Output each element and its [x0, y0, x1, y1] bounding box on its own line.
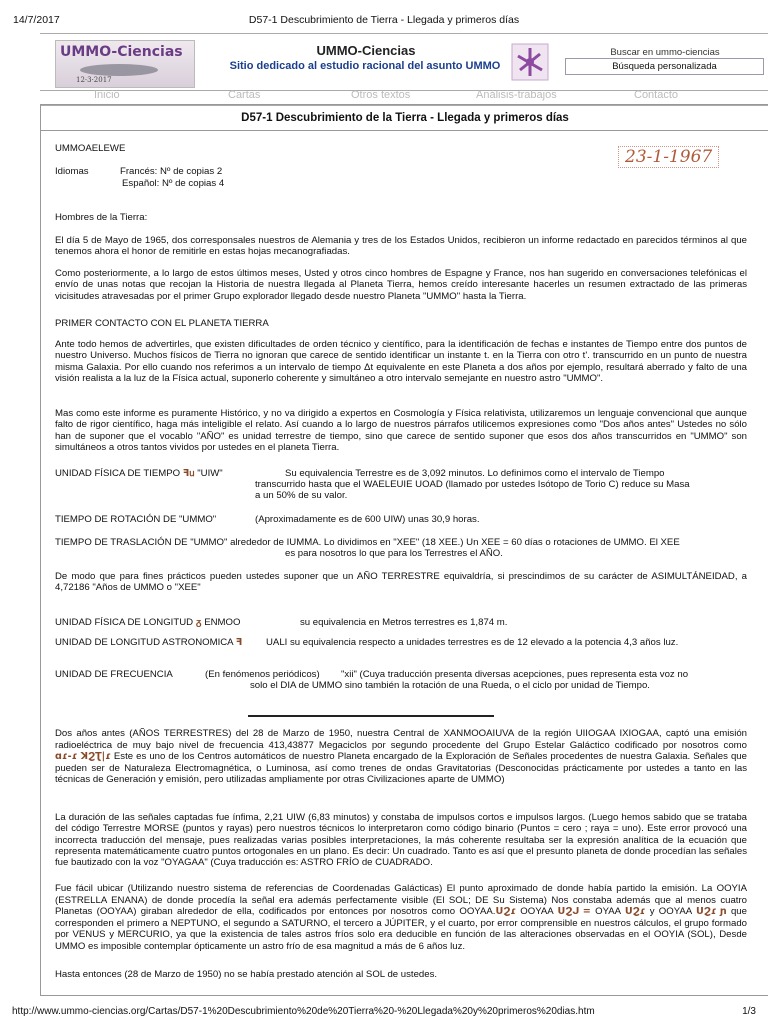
nav-cartas[interactable]: Cartas — [228, 89, 261, 101]
page-title: D57-1 Descubrimiento de la Tierra - Llegada y primeros días — [241, 112, 569, 124]
astro-length-label: UNIDAD DE LONGITUD ASTRONOMICA ꟻ — [55, 637, 243, 648]
idiomas-line-2: Español: Nº de copias 4 — [122, 178, 225, 189]
unit-time-text-b: transcurrido hasta que el WAELEUIE UOAD (llamado por ustedes Isótopo de Torio C) reduce su Masa — [255, 479, 690, 490]
letter-header: UMMOAELEWE — [55, 143, 126, 154]
frequency-label: UNIDAD DE FRECUENCIA — [55, 669, 173, 680]
nav-inicio[interactable]: Inicio — [94, 89, 120, 101]
paragraph-8: Fue fácil ubicar (Utilizando nuestro sistema de referencias de Coordenadas Galácticas) El punto aproximado de donde había partido la emisión. La OOYIA (ESTRELLA ENANA) de donde procedía la señal era además perfectamente visible (El SOL; DE Su Sistema) Nos constaba además que al menos cuatro Planetas (OOYAA) giraban alrededor de ella, codificados por entonces por nosotros como OOYAA.ᑌϨɾ OOYAA ᑌϨᒍ = OYAA ᑌϨɾ y OOYAA ᑌϨɾ ɲ que corresponden el primero a NEPTUNO, el segundo a SATURNO, el tercero a JÚPITER, y el cuarto, por error comprensible en nuestros cálculos, el grupo formado por VENUS y MERCURIO, ya que la existencia de tales astros fríos solo era deducible en función de las alteraciones observadas en el OOYIA (SOL), Desde UMMO es imposible contemplar ópticamente un astro frío de esa magnitud a más de 6 años luz. — [55, 883, 747, 952]
ummo-symbol-icon — [508, 40, 552, 84]
paragraph-6: Dos años antes (AÑOS TERRESTRES) del 28 de Marzo de 1950, nuestra Central de XANMOOAIUVA de la región UIIOGAA IXIOGAA, captó una emisión radioeléctrica de muy bajo nivel de frecuencia 413,43877 Megaciclos por segundo procedente del Grupo Estelar Galáctico codificado por nosotros como ɑɾ-ɾ ꓘϨƮ|ɾ Este es uno de los Centros automáticos de nuestro Planeta encargado de la Exploración de Señales procedentes de nuestra Galaxia. Señales que pueden ser de Naturaleza Electromagnética, o Luminosa, así como trenes de ondas Gravitatorias (Desconocidas prácticamente por ustedes a tanto en las técnicas de Generación y emisión, pero utilizadas ampliamente por otras Civilizaciones aparte de UMMO) — [55, 728, 747, 786]
print-url[interactable]: http://www.ummo-ciencias.org/Cartas/D57-1%20Descubrimiento%20de%20Tierra%20-%20Llegada%20y%20primeros%20dias.htm — [12, 1006, 595, 1017]
print-title: D57-1 Descubrimiento de Tierra - Llegada y primeros días — [248, 14, 520, 26]
paragraph-9: Hasta entonces (28 de Marzo de 1950) no se había prestado atención al SOL de ustedes. — [55, 969, 438, 980]
translation-text-b: es para nosotros lo que para los Terrestres el AÑO. — [285, 548, 503, 559]
length-text: su equivalencia en Metros terrestres es 1,874 m. — [300, 617, 508, 628]
ummo-glyph-uiw: ꟻᥙ — [182, 468, 195, 479]
nav-contacto[interactable]: Contacto — [634, 89, 679, 101]
paragraph-2: Como posteriormente, a lo largo de estos últimos meses, Usted y otros cinco hombres de Espagne y France, nos han sugerido en conversaciones telefónicas el envío de unas notas que recojan la Historia de nuestra llegada al Planeta Tierra, hemos creído interesante hacerles un resumen extractado de las primeras vicisitudes atravesadas por el primer Grupo explorador llegado desde nuestro Planeta "UMMO" hasta la Tierra. — [55, 268, 747, 302]
length-label: UNIDAD FÍSICA DE LONGITUD ᵹ ENMOO — [55, 617, 241, 628]
paragraph-3: Ante todo hemos de advertirles, que existen dificultades de orden técnico y científico, para la identificación de fechas e instantes de Tiempo entre dos puntos de nuestro Universo. Muchos físicos de Tierra no ignoran que carece de sentido identificar un instante t. en la Tierra con otro t'. transcurrido en un punto de nuestra misma Galaxia. Por ello cuando nos referimos a un intervalo de tiempo Δt equivalente en este Planeta a dos años por ejemplo, resultará aberrado y falto de una visión realista a la luz de la Física actual, suponerlo coherente y simultáneo a otro intervalo semejante en nuestro astro "UMMO". — [55, 339, 747, 384]
site-logo[interactable] — [55, 40, 195, 88]
idiomas-line-1: Francés: Nº de copias 2 — [120, 166, 223, 177]
nav-analisis-trabajos[interactable]: Análisis-trabajos — [476, 89, 557, 101]
astro-length-text: UALI su equivalencia respecto a unidades terrestres es de 12 elevado a la potencia 4,3 años luz. — [266, 637, 679, 648]
frequency-text-b: "xii" (Cuya traducción presenta diversas acepciones, pues representa esta voz no — [341, 669, 689, 680]
rotation-label: TIEMPO DE ROTACIÓN DE "UMMO" — [55, 514, 217, 525]
paragraph-7: La duración de las señales captadas fue ínfima, 2,21 UIW (6,83 minutos) y constaba de impulsos cortos e impulsos largos. (Luego hemos sabido que se trataba del código Terrestre MORSE (puntos y rayas) pero nuestros técnicos lo interpretaron como código binario (Puntos = cero ; raya = uno). Este error provocó una incorrecta traducción del mensaje, pues realizadas varias posibles interpretaciones, la más coherente resultaba ser la expresión analítica de la ecuación que representa matemáticamente cuatro puntos ortogonales en un plano. Es decir: Un cuadrado. Tanto es así que el presunto planeta de donde procedían las señales fue bautizado con la voz "OYAGAA" (Cuya traducción es: ASTRO FRÍO de CUADRADO. — [55, 812, 747, 869]
unit-time-text-a: Su equivalencia Terrestre es de 3,092 minutos. Lo definimos como el intervalo de Tiempo — [285, 468, 665, 479]
ufo-icon — [80, 64, 158, 76]
search-label: Buscar en ummo-ciencias — [610, 47, 720, 58]
section-divider — [248, 715, 494, 717]
logo-text: UMMO-Ciencias — [60, 44, 183, 60]
rotation-text: (Aproximadamente es de 600 UIW) unas 30,9 horas. — [255, 514, 480, 525]
ummo-glyph-planet-4: ᑌϨɾ ɲ — [695, 906, 727, 918]
print-header — [0, 0, 768, 34]
date-stamp: 23-1-1967 — [618, 146, 719, 168]
nav-otros-textos[interactable]: Otros textos — [351, 89, 411, 101]
print-date: 14/7/2017 — [13, 14, 60, 26]
heading-divider — [41, 130, 768, 131]
site-header — [40, 33, 768, 91]
idiomas-label: Idiomas — [55, 166, 89, 177]
ummo-glyph-planet-2: ᑌϨᒍ = — [557, 906, 591, 918]
ummo-glyph-enmoo: ᵹ — [195, 617, 202, 628]
translation-text-a: TIEMPO DE TRASLACIÓN DE "UMMO" alrededor de IUMMA. Lo dividimos en "XEE" (18 XEE.) Un XEE = 60 días o rotaciones de UMMO. El XEE — [55, 537, 680, 548]
ummo-glyph-planet-3: ᑌϨɾ — [624, 906, 646, 918]
search-input[interactable]: Búsqueda personalizada — [565, 58, 764, 75]
ummo-glyph-star-group: ɑɾ-ɾ ꓘϨƮ|ɾ — [55, 751, 111, 763]
paragraph-5: De modo que para fines prácticos pueden ustedes suponer que un AÑO TERRESTRE equivaldría, si prescindimos de su carácter de ASIMULTÁNEIDAD, a 4,72186 "Años de UMMO o "XEE" — [55, 571, 747, 594]
ummo-glyph-uali: ꟻ — [235, 637, 243, 648]
frequency-text-a: (En fenómenos periódicos) — [205, 669, 320, 680]
logo-date: 12·3·2017 — [76, 76, 112, 84]
unit-time-text-c: a un 50% de su valor. — [255, 490, 348, 501]
page-number: 1/3 — [742, 1006, 756, 1017]
section-heading: PRIMER CONTACTO CON EL PLANETA TIERRA — [55, 318, 269, 329]
unit-time-label: UNIDAD FÍSICA DE TIEMPO ꟻᥙ "UIW" — [55, 468, 223, 479]
paragraph-1: El día 5 de Mayo de 1965, dos corresponsales nuestros de Alemania y tres de los Estados Unidos, recibieron un informe redactado en parecidos términos al que tenemos ahora el honor de remitirle en estas hojas mecanografiadas. — [55, 235, 747, 258]
salutation: Hombres de la Tierra: — [55, 212, 148, 223]
site-subtitle: Sitio dedicado al estudio racional del asunto UMMO — [229, 60, 501, 72]
site-title: UMMO-Ciencias — [316, 43, 416, 58]
frequency-text-c: solo el DIA de UMMO sino también la rotación de una Rueda, o el ciclo por unidad de Tiempo. — [250, 680, 650, 691]
ummo-glyph-planet-1: ᑌϨɾ — [495, 906, 516, 918]
paragraph-4: Mas como este informe es puramente Histórico, y no va dirigido a expertos en Cosmología y Física relativista, utilizaremos un lenguaje convencional que aunque falto de rigor científico, haga más inteligible el relato. Así cuando a lo largo de nuestros párrafos utilicemos expresiones como "Dos años antes" Ustedes no sólo han de suponer que el vocablo "AÑO" es unidad terrestre de tiempo, sino que carece de sentido suponer que esos dos años transcurridos en "UMMO" son simultáneos a otros tantos vividos por ustedes en el planeta Tierra. — [55, 408, 747, 453]
